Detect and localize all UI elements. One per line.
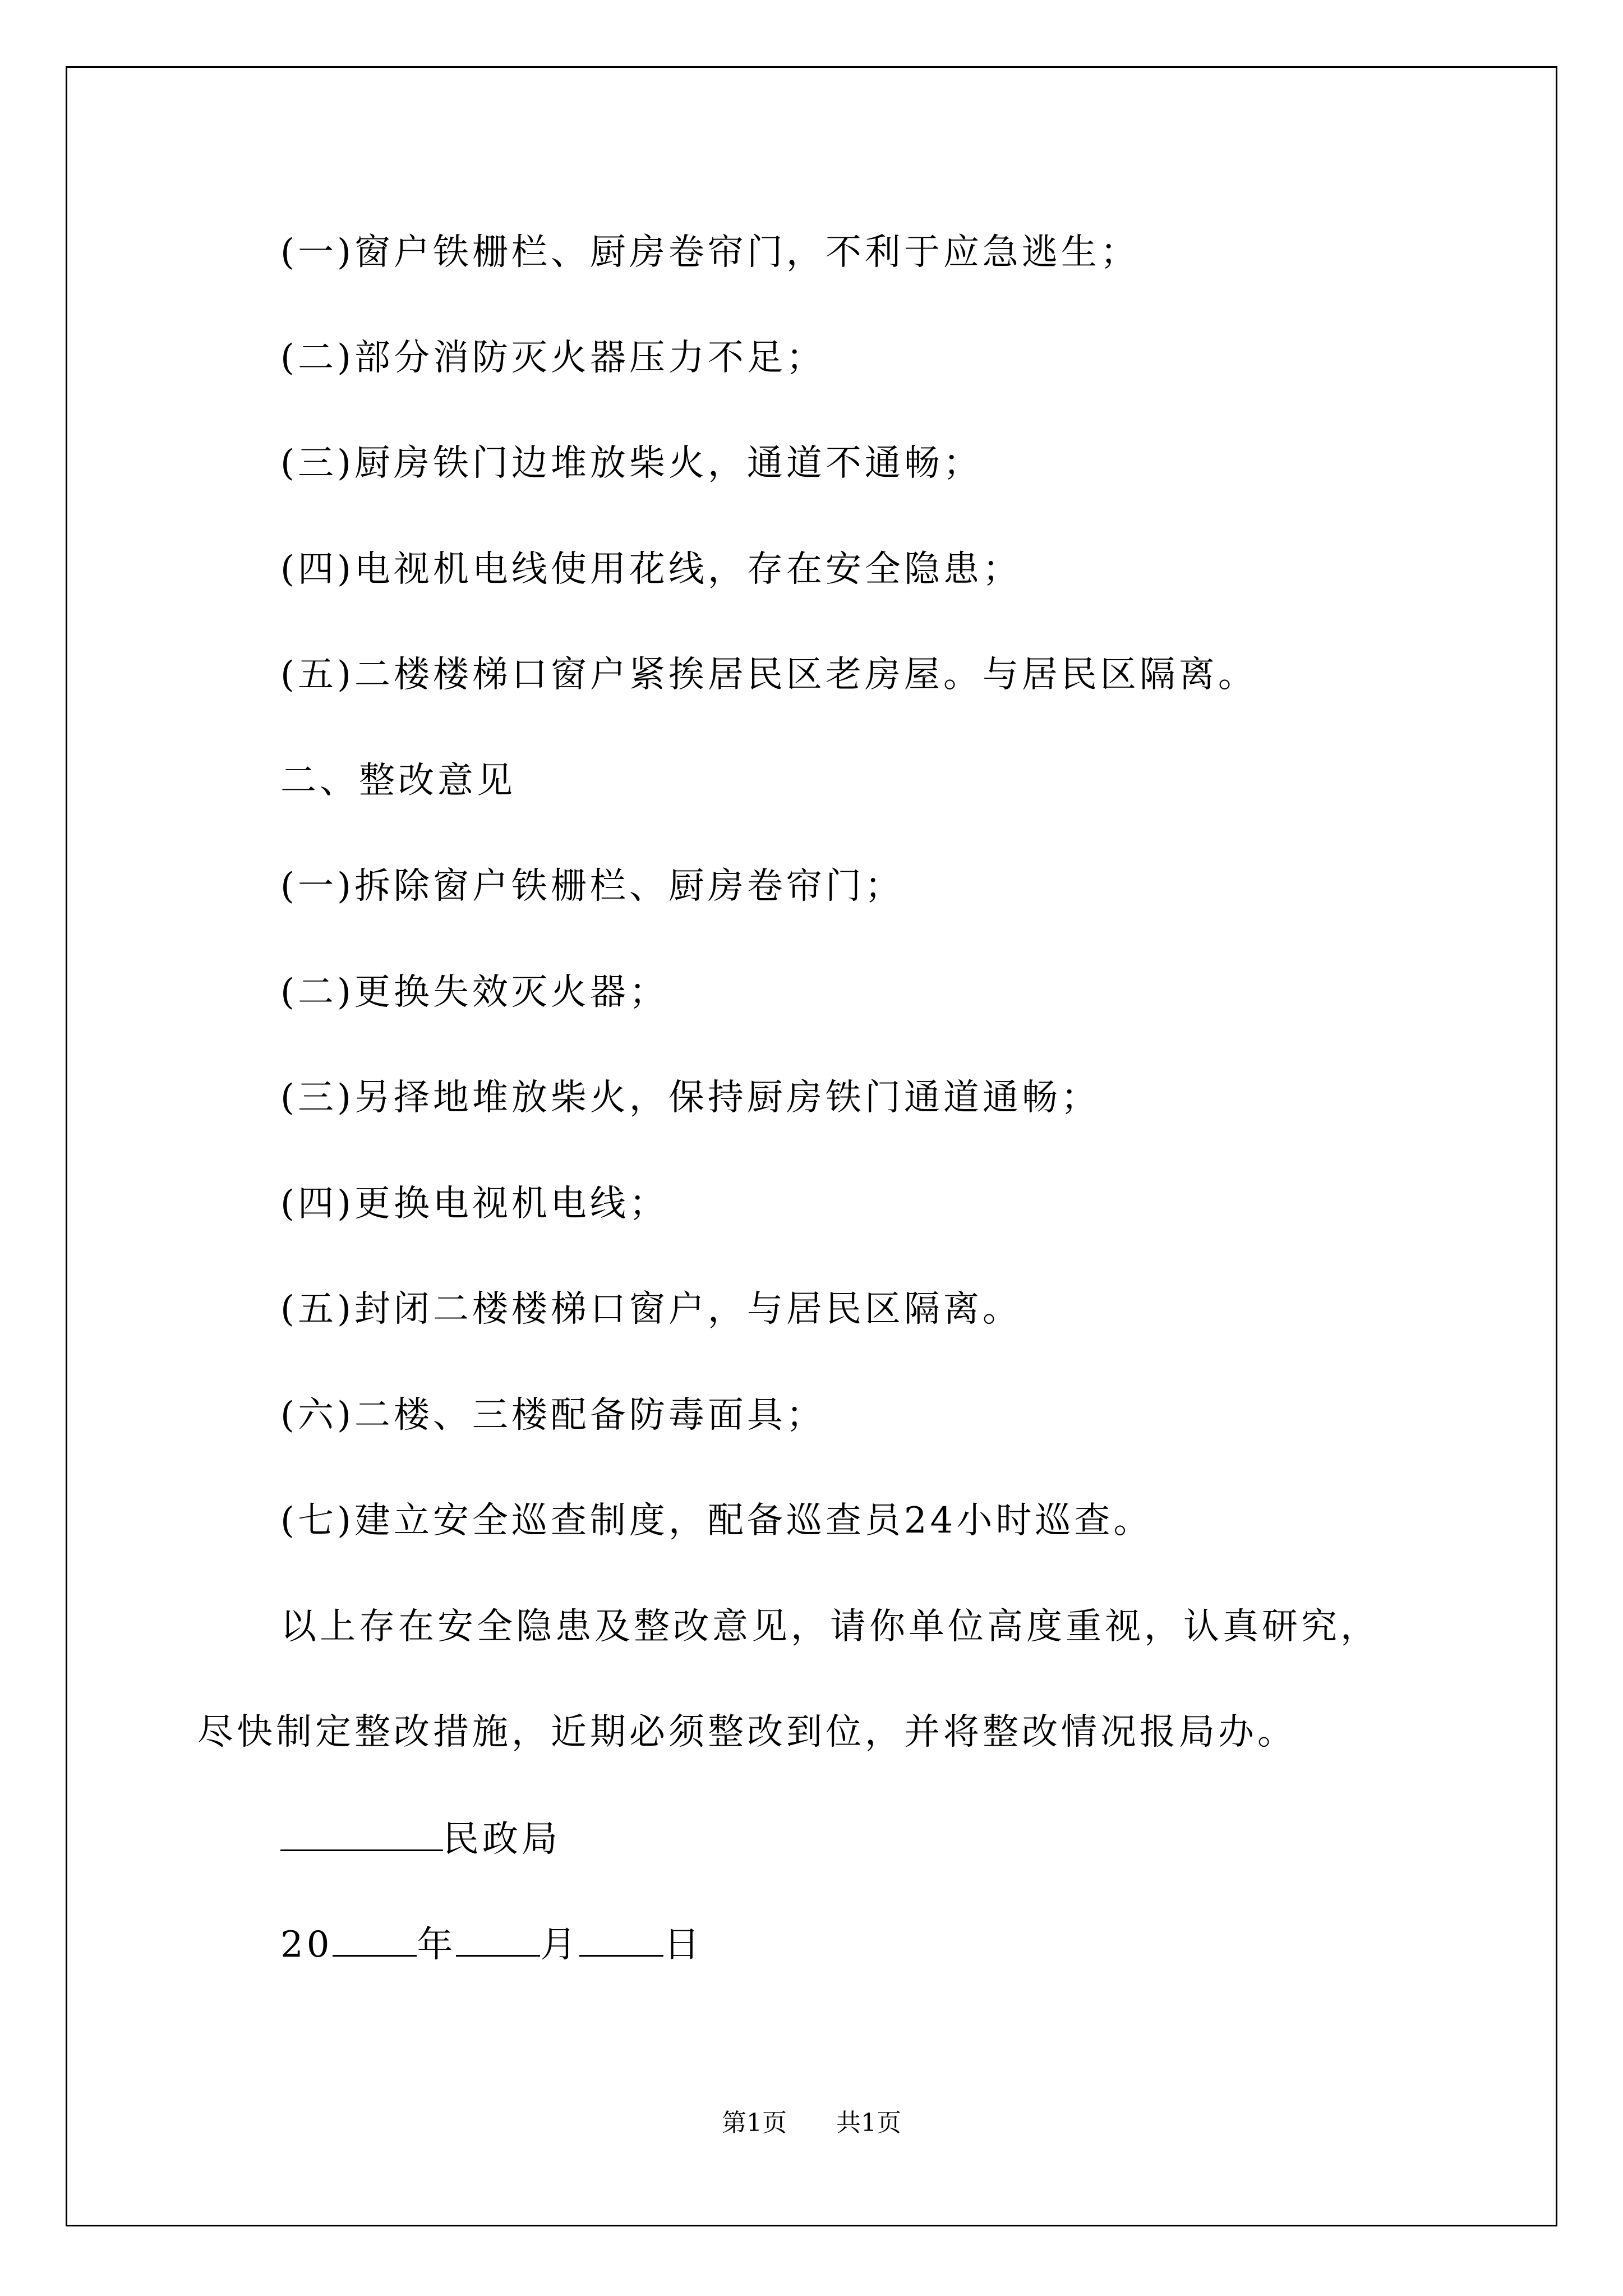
fix-item-5: (五)封闭二楼楼梯口窗户，与居民区隔离。 <box>280 1289 1022 1330</box>
fix-item-6: (六)二楼、三楼配备防毒面具； <box>280 1395 826 1436</box>
page-footer <box>0 2106 1623 2140</box>
fix-item-4: (四)更换电视机电线； <box>280 1183 668 1225</box>
org-name-blank <box>280 1816 443 1851</box>
org-suffix: 民政局 <box>443 1819 561 1860</box>
fix-item-2: (二)更换失效灭火器； <box>280 972 668 1013</box>
day-label: 日 <box>663 1924 703 1966</box>
page-border <box>66 66 1557 2226</box>
signature-line <box>280 1816 561 1862</box>
issue-item-3: (三)厨房铁门边堆放柴火，通道不通畅； <box>280 443 983 484</box>
year-blank <box>333 1921 417 1957</box>
page-number: 第1页 <box>722 2109 787 2137</box>
date-prefix: 20 <box>280 1924 333 1966</box>
date-line <box>280 1921 703 1967</box>
closing-paragraph-line-2: 尽快制定整改措施，近期必须整改到位，并将整改情况报局办。 <box>197 1711 1297 1753</box>
fix-item-7: (七)建立安全巡查制度，配备巡查员24小时巡查。 <box>280 1500 1153 1542</box>
day-blank <box>579 1921 663 1957</box>
section-heading: 二、整改意见 <box>280 760 516 802</box>
page-total: 共1页 <box>836 2109 901 2137</box>
month-label: 月 <box>540 1924 580 1966</box>
issue-item-4: (四)电视机电线使用花线，存在安全隐患； <box>280 549 1022 590</box>
closing-paragraph-line-1: 以上存在安全隐患及整改意见，请你单位高度重视，认真研究， <box>280 1606 1380 1648</box>
issue-item-2: (二)部分消防灭火器压力不足； <box>280 337 826 379</box>
year-label: 年 <box>417 1924 457 1966</box>
fix-item-3: (三)另择地堆放柴火，保持厨房铁门通道通畅； <box>280 1077 1100 1119</box>
issue-item-5: (五)二楼楼梯口窗户紧挨居民区老房屋。与居民区隔离。 <box>280 654 1257 696</box>
month-blank <box>456 1921 540 1957</box>
fix-item-1: (一)拆除窗户铁栅栏、厨房卷帘门； <box>280 866 904 907</box>
issue-item-1: (一)窗户铁栅栏、厨房卷帘门，不利于应急逃生； <box>280 232 1140 273</box>
